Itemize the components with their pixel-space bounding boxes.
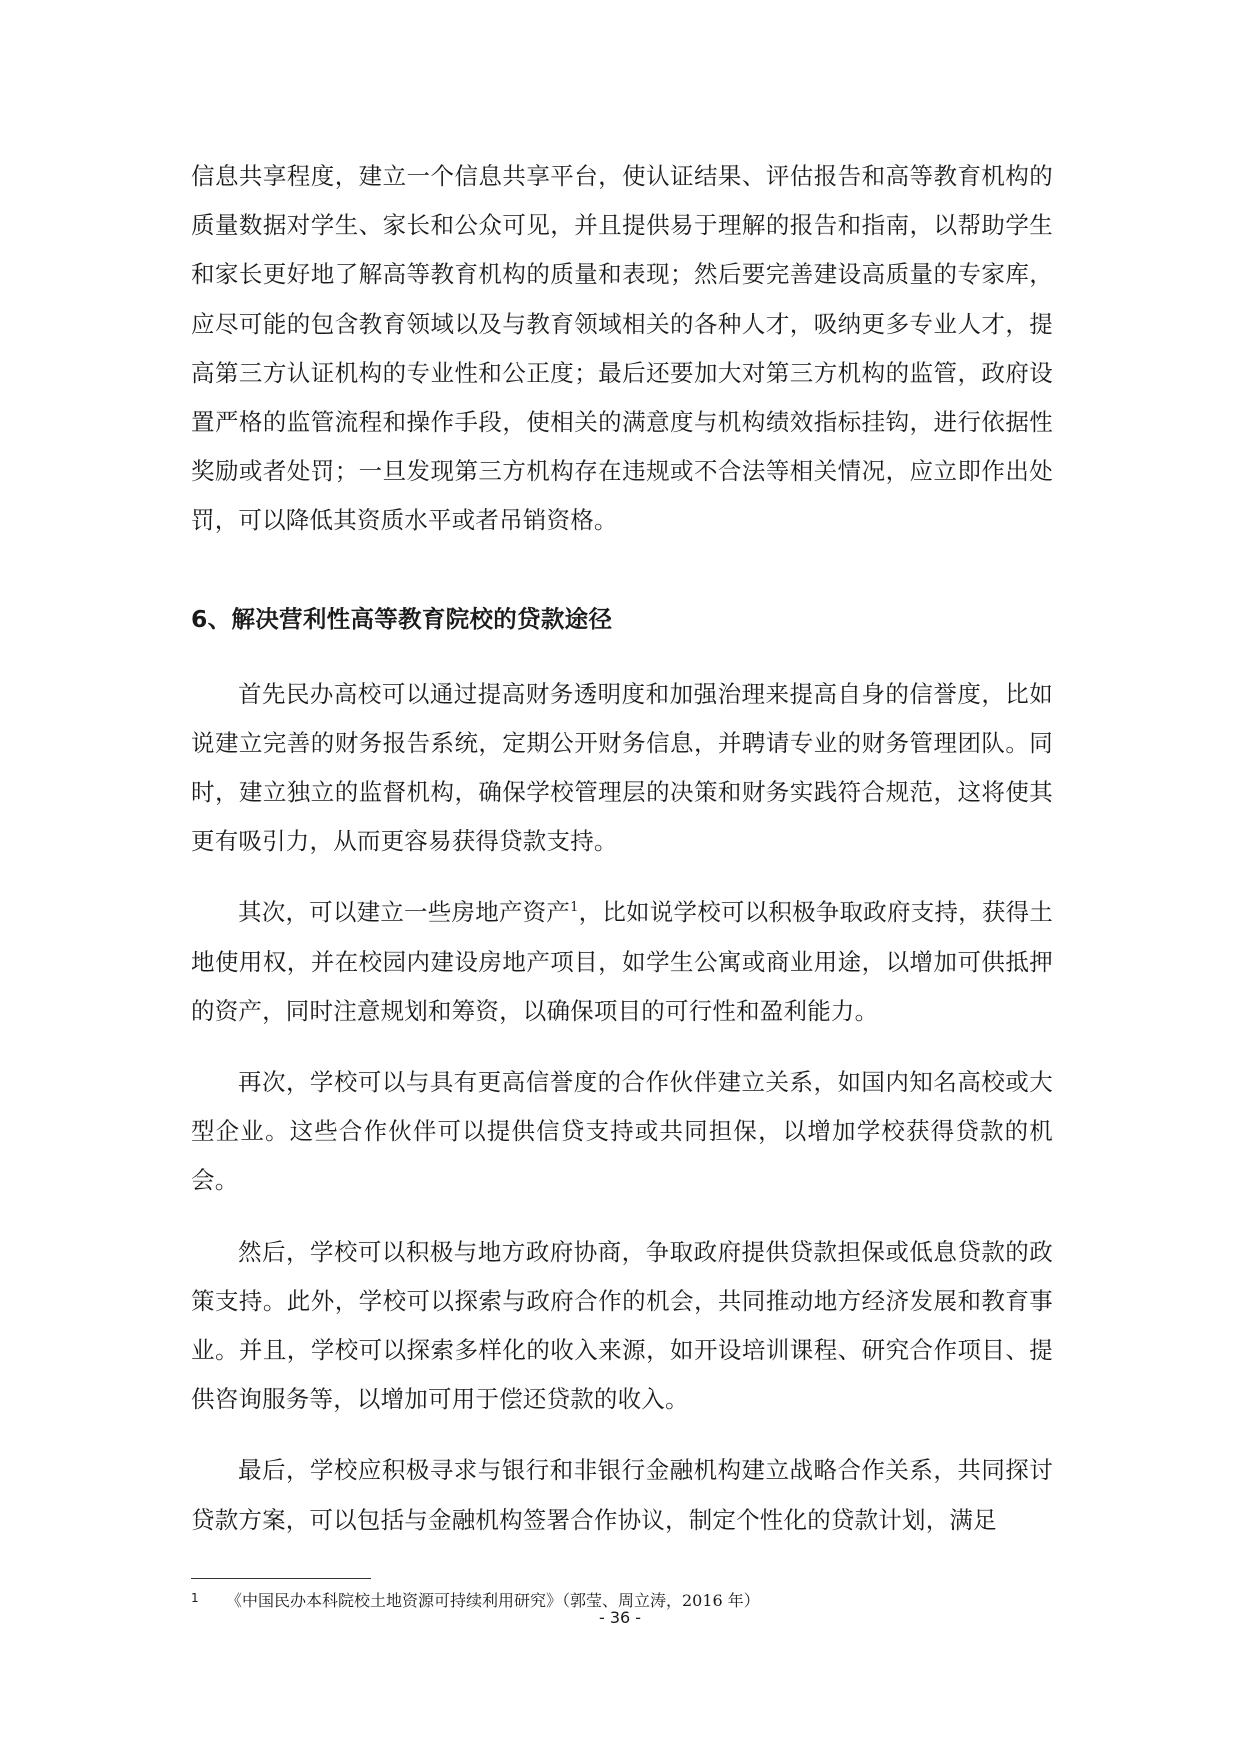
page-body <box>191 152 1053 1545</box>
paragraph-2-text-b: ，比如说学校可以积极争取政府支持，获得土地使用权，并在校园内建设房地产项目，如学生公寓或商业用途，以增加可供抵押的资产，同时注意规划和筹资，以确保项目的可行性和盈利能力。 <box>191 898 1053 1025</box>
paragraph-1: 首先民办高校可以通过提高财务透明度和加强治理来提高自身的信誉度，比如说建立完善的财务报告系统，定期公开财务信息，并聘请专业的财务管理团队。同时，建立独立的监督机构，确保学校管理层的决策和财务实践符合规范，这将使其更有吸引力，从而更容易获得贷款支持。 <box>191 679 1053 856</box>
footnote-reference[interactable]: 1 <box>570 900 579 916</box>
footnote-number: 1 <box>191 1591 199 1605</box>
paragraph-2-text-a: 其次，可以建立一些房地产资产 <box>238 898 571 927</box>
paragraph-5: 最后，学校应积极寻求与银行和非银行金融机构建立战略合作关系，共同探讨贷款方案，可以包括与金融机构签署合作协议，制定个性化的贷款计划，满足 <box>191 1456 1053 1534</box>
paragraph-4: 然后，学校可以积极与地方政府协商，争取政府提供贷款担保或低息贷款的政策支持。此外，学校可以探索与政府合作的机会，共同推动地方经济发展和教育事业。并且，学校可以探索多样化的收入来源，如开设培训课程、研究合作项目、提供咨询服务等，以增加可用于偿还贷款的收入。 <box>191 1237 1053 1414</box>
continued-paragraph: 信息共享程度，建立一个信息共享平台，使认证结果、评估报告和高等教育机构的质量数据对学生、家长和公众可见，并且提供易于理解的报告和指南，以帮助学生和家长更好地了解高等教育机构的质量和表现；然后要完善建设高质量的专家库，应尽可能的包含教育领域以及与教育领域相关的各种人才，吸纳更多专业人才，提高第三方认证机构的专业性和公正度；最后还要加大对第三方机构的监管，政府设置严格的监管流程和操作手段，使相关的满意度与机构绩效指标挂钩，进行依据性奖励或者处罚；一旦发现第三方机构存在违规或不合法等相关情况，应立即作出处罚，可以降低其资质水平或者吊销资格。 <box>191 162 1053 535</box>
section-heading: 6、解决营利性高等教育院校的贷款途径 <box>191 604 613 633</box>
footnote-separator <box>191 1578 371 1579</box>
paragraph-2 <box>191 888 1053 1036</box>
paragraph-3: 再次，学校可以与具有更高信誉度的合作伙伴建立关系，如国内知名高校或大型企业。这些合作伙伴可以提供信贷支持或共同担保，以增加学校获得贷款的机会。 <box>191 1068 1053 1195</box>
page-number: - 36 - <box>598 1608 642 1627</box>
footnote-text: 《中国民办本科院校土地资源可持续利用研究》（郭莹、周立涛，2016 年） <box>226 1591 760 1610</box>
